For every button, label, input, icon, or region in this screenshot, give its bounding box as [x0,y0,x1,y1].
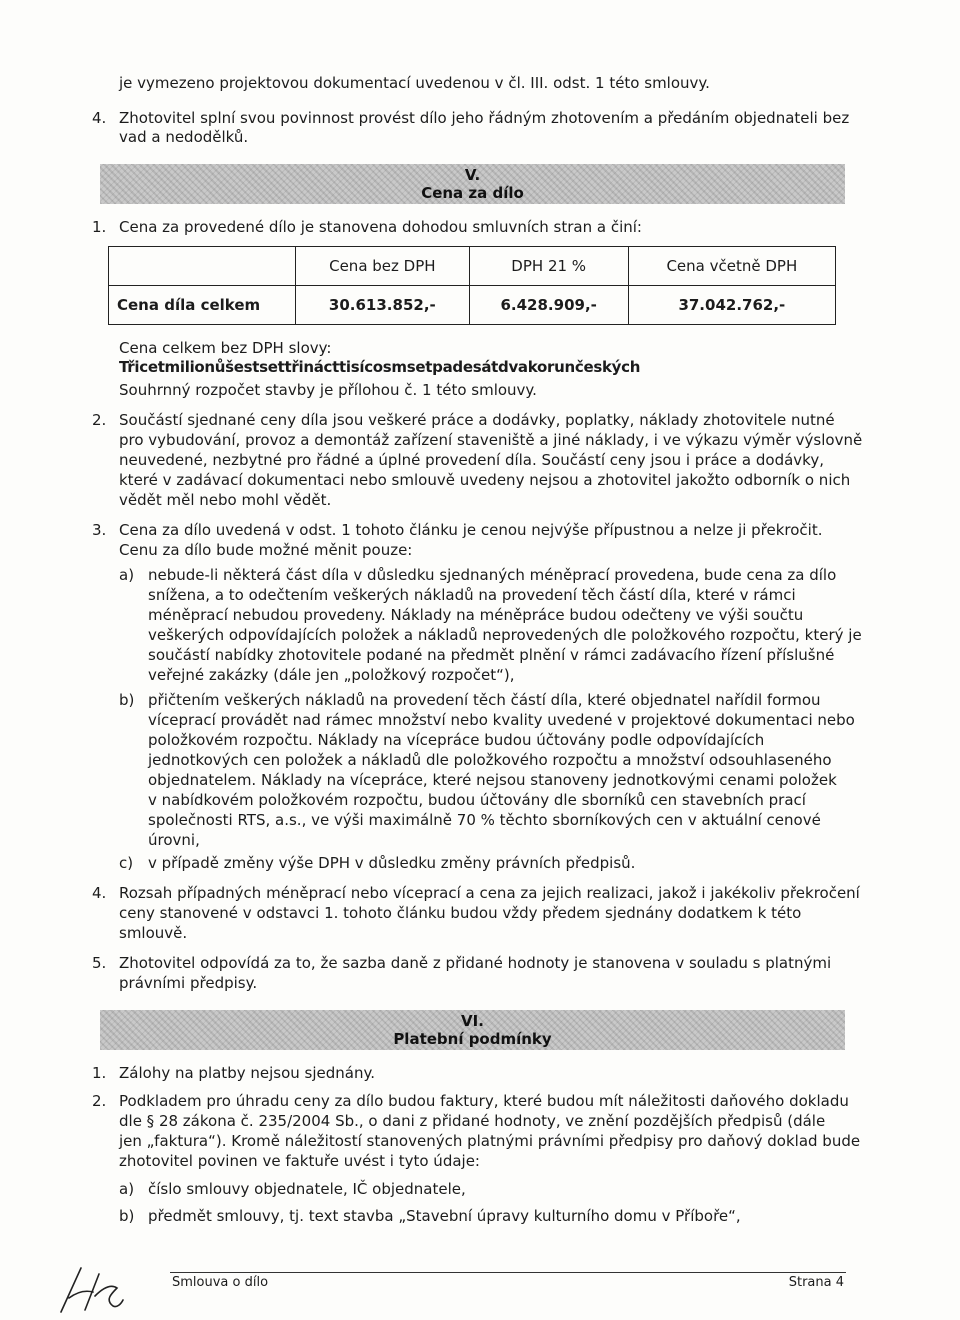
paragraph-line: v případě změny výše DPH v důsledku změny právních předpisů. [148,854,636,872]
sub-item-label: c) [119,854,134,872]
paragraph-line: Cena za dílo uvedená v odst. 1 tohoto článku je cenou nejvýše přípustnou a nelze ji překročit. [119,521,823,539]
item-number: 1. [92,1064,107,1082]
page-number: Strana 4 [788,1275,844,1290]
words-label: Cena celkem bez DPH slovy: [119,339,332,357]
price-table [108,246,836,325]
table-cell: 30.613.852,- [296,286,470,325]
item-number: 3. [92,521,107,539]
section-numeral: VI. [461,1012,484,1030]
paragraph-line: součástí nabídky zhotovitele podané na předmět plnění v rámci zadávacího řízení příslušné [148,646,835,664]
paragraph-line: ceny stanovené v odstavci 1. tohoto článku budou vždy předem sjednány dodatkem k této [119,904,802,922]
paragraph-line: vědět měl nebo mohl vědět. [119,491,332,509]
section-numeral: V. [464,166,481,184]
item-number: 2. [92,1092,107,1110]
paragraph-line: zhotovitel povinen ve faktuře uvést i tyto údaje: [119,1152,480,1170]
paragraph-line: číslo smlouvy objednatele, IČ objednatele, [148,1180,466,1198]
item-number: 1. [92,218,107,236]
paragraph-line: Rozsah případných méněprací nebo víceprací a cena za jejich realizaci, jakož i jakékoliv překročení [119,884,860,902]
paragraph-line: předmět smlouvy, tj. text stavba „Stavební úpravy kulturního domu v Příboře“, [148,1207,741,1225]
section-heading-band [100,164,845,204]
paragraph-line: které v zadávací dokumentaci nebo smlouvě uvedeny nejsou a zhotovitel jakožto odborník o nich [119,471,851,489]
footer-title: Smlouva o dílo [172,1275,269,1290]
item-number: 5. [92,954,107,972]
paragraph-line: nebude-li některá část díla v důsledku sjednaných méněprací provedena, bude cena za dílo [148,566,837,584]
item-number: 4. [92,884,107,902]
table-header-cell: Cena bez DPH [296,247,470,286]
paragraph-line: Podkladem pro úhradu ceny za dílo budou faktury, které budou mít náležitosti daňového dokladu [119,1092,849,1110]
table-cell: 6.428.909,- [469,286,628,325]
table-header-cell: Cena včetně DPH [628,247,835,286]
paragraph-line: smlouvě. [119,924,188,942]
table-header-cell: DPH 21 % [469,247,628,286]
paragraph-line: společnosti RTS, a.s., ve výši maximálně 70 % těchto sborníkových cen v aktuální cenové [148,811,821,829]
paragraph-line: snížena, a to odečtením veškerých nákladů na provedení těch částí díla, které v rámci [148,586,796,604]
paragraph-line: dle § 28 zákona č. 235/2004 Sb., o dani z přidané hodnoty, ve znění pozdějších předpisů (dále [119,1112,826,1130]
item-number: 2. [92,411,107,429]
signature-initials [55,1262,125,1317]
paragraph-line: přičtením veškerých nákladů na provedení těch částí díla, které objednatel nařídil formou [148,691,821,709]
table-cell: 37.042.762,- [628,286,835,325]
section-heading-band [100,1010,845,1050]
paragraph-line: Zhotovitel odpovídá za to, že sazba daně z přidané hodnoty je stanovena v souladu s platnými [119,954,832,972]
price-in-words: Třicetmilionůšestsettřinácttisícosmsetpadesátdvakorunčeských [119,358,641,376]
section-title: Cena za dílo [421,184,524,202]
sub-item-label: b) [119,691,135,709]
paragraph-line: víceprací provádět nad rámec množství nebo kvality uvedené v projektové dokumentaci nebo [148,711,855,729]
paragraph-line: veřejné zakázky (dále jen „položkový rozpočet“), [148,666,515,684]
paragraph-line: jen „faktura“). Kromě náležitostí stanovených platnými právními předpisy pro daňový doklad bude [119,1132,861,1150]
paragraph-line: veškerých odpovídajících položek a nákladů neprovedených dle položkového rozpočtu, který je [148,626,862,644]
paragraph-line: v nabídkovém položkovém rozpočtu, budou účtovány dle sborníků cen stavebních prací [148,791,806,809]
table-row-label: Cena díla celkem [109,286,296,325]
paragraph-line: méněprací nebudou provedeny. Náklady na méněpráce budou odečteny ve výši součtu [148,606,804,624]
section-title: Platební podmínky [393,1030,552,1048]
paragraph-line: Součástí sjednané ceny díla jsou veškeré práce a dodávky, poplatky, náklady zhotovitele nutné [119,411,835,429]
sub-item-label: b) [119,1207,135,1225]
table-row [109,286,836,325]
paragraph-line: Cenu za dílo bude možné měnit pouze: [119,541,413,559]
intro-text: Zhotovitel splní svou povinnost provést dílo jeho řádným zhotovením a předáním objednateli bez [119,109,850,127]
paragraph-text: Zálohy na platby nejsou sjednány. [119,1064,375,1082]
paragraph-line: objednatelem. Náklady na vícepráce, které nejsou stanoveny jednotkovými cenami položek [148,771,837,789]
intro-text: vad a nedodělků. [119,128,249,146]
paragraph-line: neuvedené, nezbytné pro řádné a úplné provedení díla. Součástí ceny jsou i práce a dodávky, [119,451,824,469]
paragraph-line: pro vybudování, provoz a demontáž zařízení staveniště a jiné náklady, i ve výkazu výměr výslovně [119,431,863,449]
sub-item-label: a) [119,1180,135,1198]
paragraph-line: položkovém rozpočtu. Náklady na vícepráce budou účtovány podle odpovídajících [148,731,765,749]
paragraph-line: právními předpisy. [119,974,258,992]
footer-rule [170,1272,846,1273]
budget-note: Souhrnný rozpočet stavby je přílohou č. 1 této smlouvy. [119,381,537,399]
item-number: 4. [92,109,107,127]
sub-item-label: a) [119,566,135,584]
paragraph-line: jednotkových cen položek a nákladů dle položkového rozpočtu a množství odsouhlaseného [148,751,832,769]
intro-text: je vymezeno projektovou dokumentací uvedenou v čl. III. odst. 1 této smlouvy. [119,74,710,92]
paragraph-text: Cena za provedené dílo je stanovena dohodou smluvních stran a činí: [119,218,642,236]
table-header-cell [109,247,296,286]
table-header-row [109,247,836,286]
paragraph-line: úrovni, [148,831,200,849]
